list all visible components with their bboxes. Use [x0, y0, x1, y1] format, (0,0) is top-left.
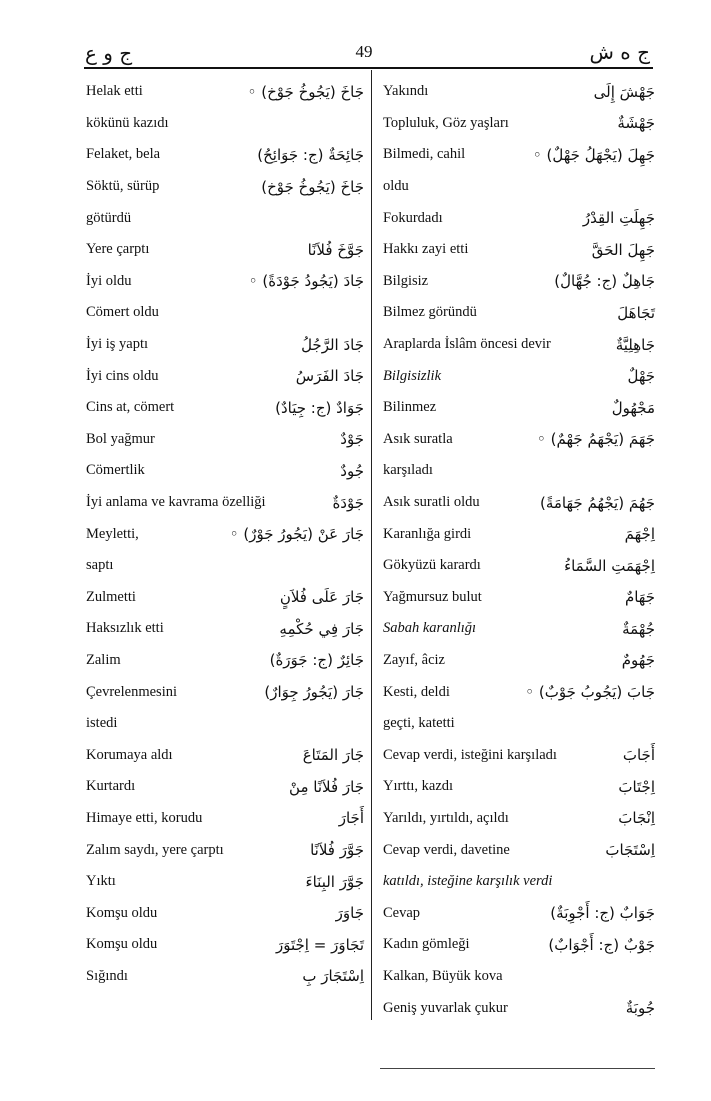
arabic-headword: جَهِلَ (يَجْهَلُ جَهْلٌ) ◦ [532, 145, 655, 164]
dictionary-entry [86, 455, 364, 487]
turkish-meaning: Himaye etti, korudu [86, 809, 203, 826]
dictionary-entry [86, 518, 364, 550]
arabic-headword: جَائِحَةٌ (ج: جَوَائِحُ) [257, 145, 364, 164]
turkish-meaning: Kadın gömleği [383, 936, 470, 953]
turkish-meaning: saptı [86, 557, 114, 574]
arabic-headword: جَارَ المَتَاعَ [302, 746, 364, 765]
turkish-meaning: Bilmedi, cahil [383, 146, 466, 163]
header-rule [84, 67, 653, 69]
arabic-headword: جَادَ الفَرَسُ [295, 367, 364, 386]
turkish-meaning: geçti, katetti [383, 715, 455, 732]
dictionary-entry [383, 897, 655, 929]
turkish-meaning: İyi cins oldu [86, 367, 159, 384]
dictionary-entry [86, 76, 364, 108]
arabic-headword: جَوْبٌ (ج: أَجْوَابٌ) [548, 935, 655, 954]
turkish-meaning: Bilgisiz [383, 272, 429, 289]
arabic-headword: جَهَمَ (يَجْهَمُ جَهْمٌ) ◦ [537, 430, 655, 449]
arabic-headword: جَوَّخَ فُلاَنًا [307, 240, 364, 259]
turkish-meaning: Yıktı [86, 873, 116, 890]
turkish-meaning: Yakındı [383, 83, 429, 100]
dictionary-entry [383, 139, 655, 171]
dictionary-entry [86, 202, 364, 234]
dictionary-entry [383, 613, 655, 645]
dictionary-entry [383, 202, 655, 234]
dictionary-entry [86, 613, 364, 645]
turkish-meaning: katıldı, isteğine karşılık verdi [383, 873, 553, 890]
arabic-headword: جَوَادٌ (ج: جِيَادٌ) [275, 398, 364, 417]
turkish-meaning: Komşu oldu [86, 936, 158, 953]
dictionary-entry [86, 487, 364, 519]
dictionary-entry [383, 329, 655, 361]
dictionary-entry [383, 424, 655, 456]
arabic-headword: جَارَ فِي حُكْمِهِ [279, 619, 364, 638]
arabic-headword: اِسْتَجَابَ [605, 841, 655, 860]
dictionary-entry [383, 518, 655, 550]
turkish-meaning: Topluluk, Göz yaşları [383, 114, 509, 131]
arabic-headword: جَادَ الرَّجُلُ [301, 335, 364, 354]
dictionary-entry [383, 392, 655, 424]
turkish-meaning: Sığındı [86, 967, 128, 984]
dictionary-entry [86, 550, 364, 582]
arabic-headword: اِجْتَابَ [618, 777, 655, 796]
arabic-headword: جَاهِلِيَّةٌ [615, 335, 655, 354]
turkish-meaning: Yere çarptı [86, 241, 150, 258]
dictionary-entry [383, 676, 655, 708]
column-divider [371, 70, 372, 1020]
dictionary-entry [86, 676, 364, 708]
dictionary-entry [86, 266, 364, 298]
arabic-headword: جَوْدٌ [340, 430, 364, 449]
turkish-meaning: Hakkı zayi etti [383, 241, 469, 258]
dictionary-entry [383, 992, 655, 1024]
dictionary-entry [86, 424, 364, 456]
arabic-headword: اِسْتَجَارَ بِ [302, 967, 364, 986]
dictionary-entry [86, 866, 364, 898]
arabic-headword: جُودٌ [340, 461, 364, 480]
arabic-headword: جَهُمَ (يَجْهُمُ جَهَامَةً) [540, 493, 655, 512]
arabic-headword: جَارَ فُلاَنًا مِنْ [289, 777, 364, 796]
arabic-headword: أَجَارَ [338, 809, 364, 828]
turkish-meaning: Cömertlik [86, 462, 145, 479]
arabic-headword: جَارَ عَلَى فُلاَنٍ [279, 588, 364, 607]
turkish-meaning: Cömert oldu [86, 304, 159, 321]
turkish-meaning: Asık suratli oldu [383, 494, 480, 511]
header-right-letters: ج ه ش [589, 40, 650, 64]
dictionary-entry [86, 171, 364, 203]
arabic-headword: جَاخَ (يَجُوخُ جَوْخ) [261, 177, 364, 196]
arabic-headword: جَهِلَ الحَقَّ [591, 240, 655, 259]
dictionary-entry [86, 961, 364, 993]
turkish-meaning: Haksızlık etti [86, 620, 164, 637]
arabic-headword: جُهْمَةٌ [622, 619, 655, 638]
turkish-meaning: Kalkan, Büyük kova [383, 967, 503, 984]
arabic-headword: جَوْدَةٌ [332, 493, 364, 512]
arabic-headword: جَاهِلٌ (ج: جُهَّالٌ) [554, 272, 655, 291]
dictionary-entry [86, 582, 364, 614]
arabic-headword: جَاخَ (يَجُوخُ جَوْخ) ◦ [247, 82, 364, 101]
turkish-meaning: Zayıf, âciz [383, 651, 445, 668]
turkish-meaning: oldu [383, 178, 409, 195]
turkish-meaning: Araplarda İslâm öncesi devir [383, 336, 551, 353]
bottom-rule [380, 1068, 655, 1069]
turkish-meaning: Kurtardı [86, 778, 136, 795]
dictionary-entry [383, 582, 655, 614]
turkish-meaning: istedi [86, 715, 118, 732]
turkish-meaning: Komşu oldu [86, 904, 158, 921]
dictionary-entry [383, 645, 655, 677]
dictionary-entry [86, 329, 364, 361]
arabic-headword: جَهْلٌ [627, 367, 655, 386]
turkish-meaning: Asık suratla [383, 430, 453, 447]
turkish-meaning: Bol yağmur [86, 430, 155, 447]
arabic-headword: جَارَ عَنْ (يَجُورُ جَوْرٌ) ◦ [229, 525, 364, 544]
dictionary-entry [86, 834, 364, 866]
dictionary-entry [383, 961, 655, 993]
dictionary-entry [86, 771, 364, 803]
turkish-meaning: Zalim [86, 651, 121, 668]
dictionary-entry [86, 803, 364, 835]
arabic-headword: جَابَ (يَجُوبُ جَوْبٌ) ◦ [525, 683, 655, 702]
arabic-headword: اِنْجَابَ [618, 809, 655, 828]
arabic-headword: جَاوَرَ [335, 904, 364, 923]
turkish-meaning: Fokurdadı [383, 209, 443, 226]
left-column [86, 76, 364, 992]
turkish-meaning: Bilinmez [383, 399, 437, 416]
turkish-meaning: Korumaya aldı [86, 746, 173, 763]
dictionary-entry [383, 550, 655, 582]
arabic-headword: جَهُومٌ [621, 651, 655, 670]
turkish-meaning: İyi anlama ve kavrama özelliği [86, 494, 266, 511]
turkish-meaning: Bilmez göründü [383, 304, 477, 321]
arabic-headword: جَوَّرَ البِنَاءَ [305, 872, 364, 891]
turkish-meaning: Zalım saydı, yere çarptı [86, 841, 224, 858]
turkish-meaning: Yağmursuz bulut [383, 588, 482, 605]
turkish-meaning: Zulmetti [86, 588, 136, 605]
right-column [383, 76, 655, 1024]
arabic-headword: جَوَابٌ (ج: أَجْوِبَةٌ) [550, 904, 655, 923]
dictionary-entry [383, 487, 655, 519]
arabic-headword: جَهْشَةٌ [617, 114, 655, 133]
turkish-meaning: Cevap [383, 904, 421, 921]
turkish-meaning: İyi oldu [86, 272, 132, 289]
turkish-meaning: götürdü [86, 209, 132, 226]
arabic-headword: اِجْهَمَ [624, 525, 655, 544]
arabic-headword: جَائِرٌ (ج: جَوَرَةٌ) [269, 651, 364, 670]
turkish-meaning: Meyletti, [86, 525, 139, 542]
dictionary-entry [383, 455, 655, 487]
arabic-headword: تَجَاوَرَ = اِجْتَوَرَ [276, 935, 364, 954]
dictionary-entry [383, 76, 655, 108]
turkish-meaning: Cevap verdi, davetine [383, 841, 510, 858]
dictionary-entry [86, 392, 364, 424]
turkish-meaning: Yırttı, kazdı [383, 778, 454, 795]
dictionary-entry [383, 108, 655, 140]
arabic-headword: جَادَ (يَجُودُ جَوْدَةً) ◦ [248, 272, 364, 291]
dictionary-entry [86, 108, 364, 140]
dictionary-entry [86, 708, 364, 740]
turkish-meaning: Cevap verdi, isteğini karşıladı [383, 746, 557, 763]
dictionary-entry [86, 929, 364, 961]
turkish-meaning: Çevrelenmesini [86, 683, 178, 700]
dictionary-entry [86, 645, 364, 677]
turkish-meaning: karşıladı [383, 462, 433, 479]
turkish-meaning: Sabah karanlığı [383, 620, 477, 637]
arabic-headword: جَهِلَتِ القِدْرُ [582, 209, 655, 228]
dictionary-entry [86, 139, 364, 171]
turkish-meaning: kökünü kazıdı [86, 114, 169, 131]
arabic-headword: جَوَّرَ فُلاَنًا [310, 841, 364, 860]
dictionary-entry [383, 803, 655, 835]
arabic-headword: أَجَابَ [622, 746, 655, 765]
dictionary-entry [383, 771, 655, 803]
turkish-meaning: Bilgisizlik [383, 367, 441, 384]
arabic-headword: جَهْشَ إِلَى [593, 82, 655, 101]
turkish-meaning: Gökyüzü karardı [383, 557, 481, 574]
dictionary-entry [86, 360, 364, 392]
arabic-headword: جَارَ (يَجُورُ جِوَارٌ) [264, 683, 364, 702]
page-number: 49 [355, 42, 373, 61]
turkish-meaning: Felaket, bela [86, 146, 161, 163]
turkish-meaning: Kesti, deldi [383, 683, 450, 700]
header-left-letters: ج و ع [85, 41, 133, 65]
turkish-meaning: İyi iş yaptı [86, 336, 149, 353]
dictionary-entry [383, 297, 655, 329]
arabic-headword: تَجَاهَلَ [617, 303, 655, 322]
dictionary-entry [383, 266, 655, 298]
arabic-headword: مَجْهُولٌ [611, 398, 655, 417]
dictionary-entry [383, 171, 655, 203]
arabic-headword: جُوبَةٌ [625, 999, 655, 1018]
dictionary-entry [86, 897, 364, 929]
dictionary-entry [383, 708, 655, 740]
dictionary-entry [383, 834, 655, 866]
turkish-meaning: Helak etti [86, 83, 143, 100]
dictionary-entry [383, 929, 655, 961]
arabic-headword: جَهَامٌ [624, 588, 655, 607]
turkish-meaning: Geniş yuvarlak çukur [383, 999, 508, 1016]
dictionary-entry [383, 234, 655, 266]
dictionary-entry [383, 866, 655, 898]
arabic-headword: اِجْهَمَتِ السَّمَاءُ [564, 556, 655, 575]
dictionary-entry [86, 297, 364, 329]
dictionary-entry [86, 739, 364, 771]
turkish-meaning: Karanlığa girdi [383, 525, 472, 542]
turkish-meaning: Cins at, cömert [86, 399, 175, 416]
turkish-meaning: Yarıldı, yırtıldı, açıldı [383, 809, 509, 826]
dictionary-entry [86, 234, 364, 266]
dictionary-entry [383, 739, 655, 771]
dictionary-entry [383, 360, 655, 392]
turkish-meaning: Söktü, sürüp [86, 178, 160, 195]
